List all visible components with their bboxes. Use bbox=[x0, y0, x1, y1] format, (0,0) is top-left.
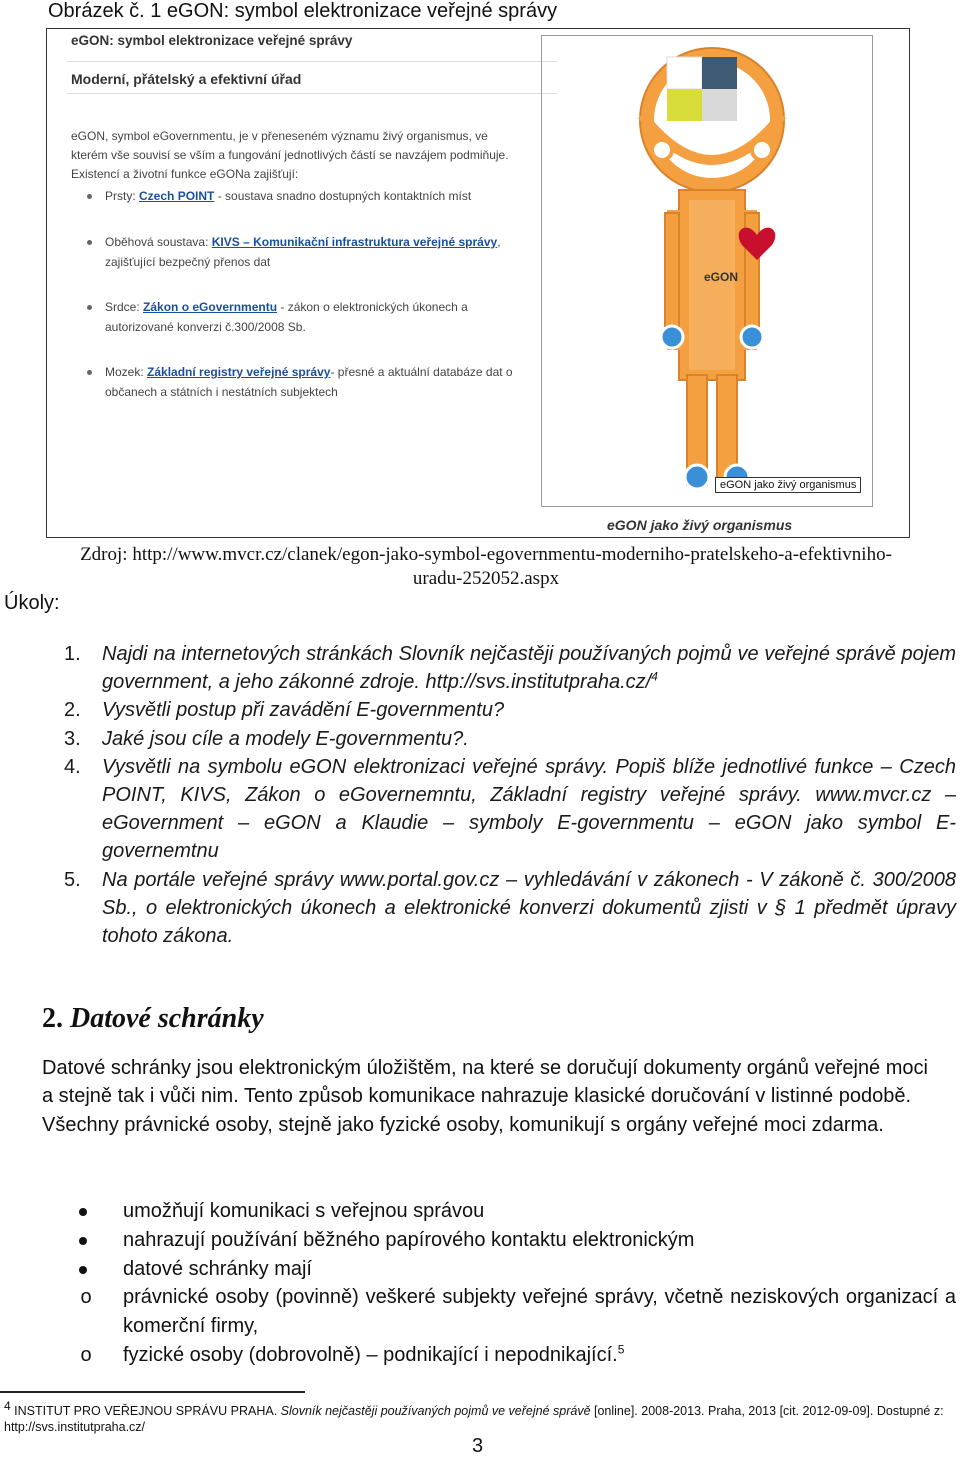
figure-bullet-circulation: Oběhová soustava: KIVS – Komunikační infrastruktura veřejné správy, zajišťující bezpečný přenos dat bbox=[87, 232, 527, 272]
kivs-link[interactable]: KIVS – Komunikační infrastruktura veřejné správy bbox=[211, 235, 498, 249]
list-item: o fyzické osoby (dobrovolně) – podnikající i nepodnikající.$^5$ bbox=[80, 1342, 625, 1366]
task-item: 5. Na portále veřejné správy www.portal.gov.cz – vyhledávání v zákonech - V zákoně č. 300/2008 Sb., o elektronických úkonech a elektronické konverzi dokumentů zjisti v § 1 předmět úpravy tohoto zákona. bbox=[64, 868, 956, 948]
figure-bullet-fingers: Prsty: Czech POINT - soustava snadno dostupných kontaktních míst bbox=[87, 186, 527, 206]
figure-caption: Obrázek č. 1 eGON: symbol elektronizace veřejné správy bbox=[48, 0, 558, 22]
source-citation: Zdroj: http://www.mvcr.cz/clanek/egon-jako-symbol-egovernmentu-moderniho-pratelskeho-a-efektivniho-uradu-252052.aspx bbox=[80, 544, 892, 589]
tasks-label: Úkoly: bbox=[4, 592, 60, 614]
task-item: 2. Vysvětli postup při zavádění E-governmentu? bbox=[64, 699, 505, 722]
list-item: datové schránky mají bbox=[123, 1257, 312, 1280]
section-heading: 2. Datové schránky bbox=[42, 1003, 264, 1034]
figure-bullet-brain: Mozek: Základní registry veřejné správy- přesné a aktuální databáze dat o občanech a státních i nestátních subjektech bbox=[87, 362, 527, 402]
list-item: umožňují komunikaci s veřejnou správou bbox=[123, 1200, 485, 1222]
list-item: o právnické osoby (povinně) veškeré subjekty veřejné správy, včetně neziskových organizací a komerční firmy, bbox=[80, 1286, 956, 1338]
egon-figure bbox=[46, 28, 910, 538]
footnote: 4 INSTITUT PRO VEŘEJNOU SPRÁVU PRAHA. Slovník nejčastěji používaných pojmů ve veřejné správě [online]. 2008-2013. Praha, 2013 [cit. 2012-09-09]. Dostupné z: http://svs.institutpraha.cz/ bbox=[4, 1398, 944, 1434]
list-item: nahrazují používání běžného papírového kontaktu elektronickým bbox=[123, 1228, 695, 1251]
divider bbox=[67, 61, 557, 62]
feature-list bbox=[76, 1197, 956, 1370]
figure-title: eGON: symbol elektronizace veřejné správy bbox=[71, 33, 353, 48]
egon-image-caption: eGON jako živý organismus bbox=[607, 517, 793, 533]
page-number: 3 bbox=[472, 1435, 484, 1457]
egov-law-link[interactable]: Zákon o eGovernmentu bbox=[143, 300, 278, 314]
divider bbox=[67, 93, 557, 94]
task-item: 1. Najdi na internetových stránkách Slovník nejčastěji používaných pojmů ve veřejné správě pojem government, a jeho zákonné zdroje. http://svs.institutpraha.cz/$^4$ bbox=[64, 643, 956, 694]
egon-mascot-illustration bbox=[587, 35, 827, 505]
registries-link[interactable]: Základní registry veřejné správy bbox=[147, 365, 331, 379]
czech-point-link[interactable]: Czech POINT bbox=[139, 189, 215, 203]
tasks-list bbox=[60, 640, 956, 950]
figure-bullet-heart: Srdce: Zákon o eGovernmentu - zákon o elektronických úkonech a autorizované konverzi č.300/2008 Sb. bbox=[87, 297, 527, 337]
figure-subtitle: Moderní, přátelský a efektivní úřad bbox=[71, 71, 302, 87]
egon-body-label: eGON bbox=[704, 270, 739, 284]
egon-tooltip: eGON jako živý organismus bbox=[715, 477, 861, 493]
task-item: 4. Vysvětli na symbolu eGON elektronizaci veřejné správy. Popiš blíže jednotlivé funkce – Czech POINT, KIVS, Zákon o eGovernemntu, Základní registry veřejné správy. www.mvcr.cz – eGovernment – eGON a Klaudie – symboly E-governmentu – eGON jako symbol E-governemtnu bbox=[64, 755, 956, 863]
figure-intro: eGON, symbol eGovernmentu, je v přeneseném významu živý organismus, ve kterém vše souvisí se vším a fungování jednotlivých částí se navzájem podmiňuje. Existencí a životní funkce eGONa zajišťují: bbox=[71, 129, 509, 181]
task-item: 3. Jaké jsou cíle a modely E-governmentu?. bbox=[64, 727, 469, 750]
footnote-divider bbox=[0, 1391, 305, 1393]
section-paragraph: Datové schránky jsou elektronickým úložištěm, na které se doručují dokumenty orgánů veřejné moci a stejně tak i vůči nim. Tento způsob komunikace nahrazuje klasické doručování v listinné podobě. Všechny právnické osoby, stejně jako fyzické osoby, komunikují s orgány veřejné moci zdarma. bbox=[42, 1057, 928, 1136]
